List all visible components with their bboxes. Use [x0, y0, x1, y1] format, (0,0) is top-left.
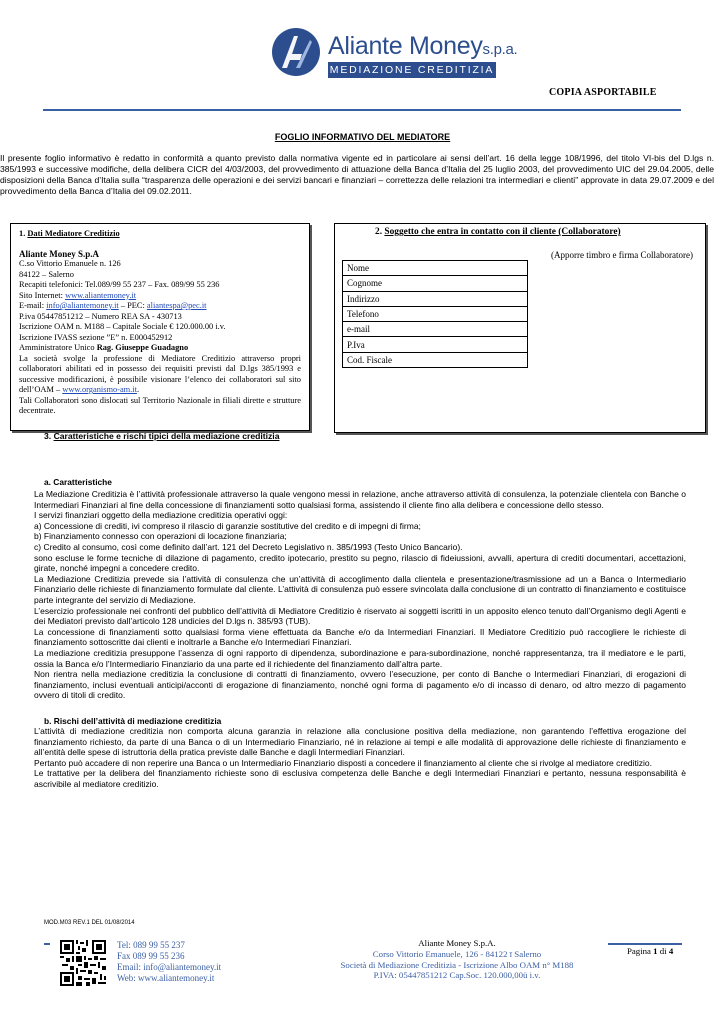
table-row: [343, 352, 528, 367]
paragraph: c) Credito al consumo, così come definito dall’art. 121 del Decreto Legislativo n. 385/1993 (Testo Unico Bancario).: [34, 541, 463, 552]
footer-web[interactable]: Web: www.aliantemoney.it: [117, 973, 215, 983]
field-cognome[interactable]: Cognome: [343, 276, 528, 291]
footer-email[interactable]: Email: info@aliantemoney.it: [117, 962, 222, 972]
header-divider: [43, 109, 681, 111]
collaborator-fields-table: [342, 260, 528, 368]
field-indirizzo[interactable]: Indirizzo: [343, 291, 528, 306]
table-row: [343, 261, 528, 276]
paragraph: Non rientra nella mediazione creditizia la conclusione di contratti di finanziamento, ovvero l’esecuzione, per conto di Banche o Intermediari Finanziari, di erogazioni di finanziamento, inclusi eventuali anticipi/acconti di erogazione di finanziamento, nonché ogni forma di pagamento e/o di incasso di denaro, od altro mezzo di pagamento ovvero di titoli di credito.: [34, 669, 686, 701]
footer-company: Aliante Money S.p.A.: [418, 938, 496, 948]
paragraph: b) Finanziamento connesso con operazioni di locazione finanziaria;: [34, 531, 287, 542]
email-line: E-mail: info@aliantemoney.it – PEC: aliantespa@pec.it: [19, 301, 207, 310]
form-revision: MOD.M03 REV.1 DEL 01/08/2014: [44, 920, 135, 926]
intro-paragraph: Il presente foglio informativo è redatto in conformità a quanto previsto dalla normativa vigente ed in particolare ai sensi dell’art. 16 della legge 108/1996, del titolo VI-bis del D.lgs n. 385/1993 e successive modifiche, della delibera CICR del 4/03/2003, del provvedimento di attuazione della Banca d’Italia del 25 luglio 2003, del provvedimento UIC del 29.04.2005, delle disposizioni della Banca d’Italia sulla “trasparenza delle operazioni e dei servizi bancari e finanziari – correttezza delle relazioni tra intermediari e clienti” approvate in data 29.07.2009 e del provvedimento della Banca d’Italia del 09.02.2011.: [0, 153, 714, 196]
logo-mark: [272, 28, 320, 76]
table-row: [343, 306, 528, 321]
paragraph: L’attività di mediazione creditizia non comporta alcuna garanzia in relazione alla conclusione positiva della mediazione, non garantendo l’effettiva erogazione del finanziamento richiesto, da parte di una Banca o di un Intermediario Finanziario, né in relazione ai tempi e alle modalità di approvazione delle richieste di finanziamento e all’entità delle spese di istruttoria della pratica previste dalle Banche e dagli Intermediari Finanziari.: [34, 726, 686, 758]
phone-line: Recapiti telefonici: Tel.089/99 55 237 – Fax. 089/99 55 236: [19, 280, 220, 289]
logo-tagline: MEDIAZIONE CREDITIZIA: [329, 64, 495, 76]
paragraph: sono escluse le forme tecniche di dilazione di pagamento, credito ipotecario, prestito su pegno, rilascio di fideiussioni, avvalli, apertura di crediti documentari, accettazioni, girate, nonché impegni a concedere credito.: [34, 552, 686, 574]
ivass-line: Iscrizione IVASS sezione ”E” n. E000452912: [19, 332, 173, 342]
footer-divider-right: [608, 943, 682, 945]
oam-line: Iscrizione OAM n. M188 – Capitale Sociale € 120.000.00 i.v.: [19, 322, 226, 331]
logo-brand: Aliante Moneys.p.a.: [328, 32, 518, 60]
section-3-heading: 3. Caratteristiche e rischi tipici della mediazione creditizia: [44, 431, 280, 441]
footer-registry: Società di Mediazione Creditizia - Iscrizione Albo OAM n° M188: [340, 959, 574, 970]
administrator-line: Amministratore Unico Rag. Giuseppe Guadagno: [19, 343, 189, 352]
footer-fax: Fax 089 99 55 236: [117, 951, 185, 961]
mediator-data-box: [10, 223, 310, 431]
qr-code-icon: [60, 940, 106, 986]
territory-note: Tali Collaboratori sono dislocati sul Territorio Nazionale in filiali dirette e strutture decentrate.: [19, 395, 301, 415]
paragraph: a) Concessione di crediti, ivi compreso il rilascio di garanzie sostitutive del credito e di impegni di firma;: [34, 520, 421, 531]
paragraph: Pertanto può accadere di non reperire una Banca o un Intermediario Finanziario disposti a concedere il finanziamento al cliente che si rivolge al mediatore creditizio.: [34, 757, 653, 768]
website-line: Sito Internet: www.aliantemoney.it: [19, 290, 137, 300]
footer-tel: Tel: 089 99 55 237: [117, 940, 185, 950]
subsection-a-title: a. Caratteristiche: [44, 477, 112, 487]
field-nome[interactable]: Nome: [343, 261, 528, 276]
subsection-b-title: b. Rischi dell’attività di mediazione creditizia: [44, 716, 222, 726]
table-row: [343, 276, 528, 291]
collaborator-box: [334, 223, 706, 433]
paragraph: Le trattative per la delibera del finanziamento richieste sono di esclusiva competenza delle Banche e degli Intermediari Finanziari e pertanto, nessuna responsabilità è ascrivibile al mediatore creditizio.: [34, 768, 686, 789]
company-description: La società svolge la professione di Mediatore Creditizio attraverso propri collaboratori abilitati ed in possesso dei requisiti previsti dal D.lgs 385/1993 e successive modificazioni, è possibile visionare l’elenco dei collaboratori sul sito dell’OAM – www.organismo-am.it.: [19, 353, 301, 394]
subsection-b-body: [34, 726, 686, 790]
website-link[interactable]: www.aliantemoney.it: [65, 290, 137, 300]
field-cod-fiscale[interactable]: Cod. Fiscale: [343, 352, 528, 367]
box2-heading: 2. Soggetto che entra in contatto con il cliente (Collaboratore): [375, 227, 621, 237]
footer-divider-left: [44, 943, 50, 945]
copy-label: COPIA ASPORTABILE: [549, 87, 657, 98]
vat-line: P.iva 05447851212 – Numero REA SA - 430713: [19, 311, 182, 321]
pec-link[interactable]: aliantespa@pec.it: [146, 301, 207, 310]
paragraph: I servizi finanziari oggetto della mediazione creditizia operativi oggi:: [34, 510, 288, 521]
oam-link[interactable]: www.organismo-am.it: [62, 385, 137, 394]
paragraph: L’esercizio professionale nei confronti del pubblico dell’attività di Mediatore Creditizio è riservato ai soggetti iscritti in un apposito elenco tenuto dall’Organismo degli Agenti e dei Mediatori previsto dall’articolo 128 undicies del D.lgs n. 385/93 (TUB).: [34, 605, 686, 627]
subsection-a-body: [34, 489, 686, 701]
table-row: [343, 322, 528, 337]
footer-contacts: [117, 940, 221, 984]
paragraph: La Mediazione Creditizia è l’attività professionale attraverso la quale vengono messi in relazione, anche attraverso attività di consulenza, la potenziale clientela con Banche o Intermediari Finanziari al fine della concessione di finanziamenti sotto qualsiasi forma, assistendo il cliente fino alla delibera e concessione dello stesso.: [34, 489, 686, 510]
document-title: FOGLIO INFORMATIVO DEL MEDIATORE: [274, 132, 451, 142]
field-email[interactable]: e-mail: [343, 322, 528, 337]
stamp-note: (Apporre timbro e firma Collaboratore): [551, 250, 693, 260]
paragraph: La mediazione creditizia presuppone l’assenza di ogni rapporto di dipendenza, subordinazione e para-subordinazione, nonché rappresentanza, tra il mediatore e le parti, ossia la Banca e/o l’Intermediario Finanziario da una parte ed il richiedente del finanziamento dall’altra parte.: [34, 647, 686, 669]
footer-address: Corso Vittorio Emanuele, 126 - 84122 ī Salerno: [372, 948, 542, 959]
paragraph: La Mediazione Creditizia prevede sia l’attività di consulenza che un’attività di accoglimento dalla clientela e presentazione/trasmissione ad un a Banca o Intermediario Finanziario delle richieste di finanziamento formulate dal cliente. L’attività di consulenza può essere svincolata dalla conclusione di un contratto di finanziamento e costituisce parte integrante del servizio di Mediazione.: [34, 573, 686, 605]
page-number: Pagina 1 di 4: [627, 946, 674, 956]
table-row: [343, 337, 528, 352]
address-line-1: C.so Vittorio Emanuele n. 126: [19, 259, 121, 268]
company-logo: [272, 28, 650, 78]
address-line-2: 84122 – Salerno: [19, 269, 74, 279]
field-piva[interactable]: P.Iva: [343, 337, 528, 352]
paragraph: La concessione di finanziamenti sotto qualsiasi forma viene effettuata da Banche e/o da Intermediari Finanziari. Il Mediatore Creditizio può raccogliere le richieste di finanziamento sottoscritte dai clienti e inoltrarle a Banche e/o Intermediari Finanziari.: [34, 626, 686, 648]
table-row: [343, 291, 528, 306]
footer-vat: P.IVA: 05447851212 Cap.Soc. 120.000,00ü i.v.: [373, 970, 541, 981]
footer-address-block: [322, 938, 592, 981]
box1-heading: 1. Dati Mediatore Creditizio: [19, 229, 120, 238]
email-link[interactable]: info@aliantemoney.it: [46, 301, 119, 310]
company-name: Aliante Money S.p.A: [19, 248, 100, 259]
field-telefono[interactable]: Telefono: [343, 306, 528, 321]
